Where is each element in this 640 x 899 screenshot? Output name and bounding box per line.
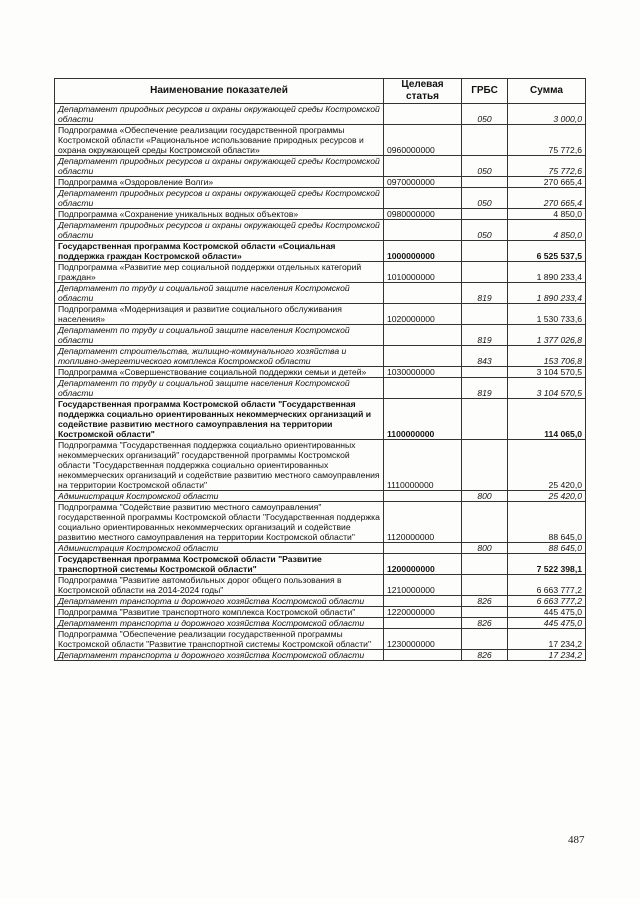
row-sum-cell: 445 475,0 [508, 618, 586, 629]
row-grbs-cell [462, 607, 508, 618]
row-target-article-cell [384, 325, 462, 346]
row-grbs-cell [462, 554, 508, 575]
row-target-article-cell [384, 156, 462, 177]
row-grbs-cell [462, 262, 508, 283]
table-row [55, 367, 586, 378]
row-grbs-cell [462, 575, 508, 596]
row-sum-cell: 88 645,0 [508, 543, 586, 554]
row-sum-cell: 17 234,2 [508, 629, 586, 650]
row-grbs-cell [462, 125, 508, 156]
header-target-article: Целевая статья [384, 79, 462, 104]
row-target-article-cell: 1120000000 [384, 502, 462, 543]
row-sum-cell: 4 850,0 [508, 209, 586, 220]
row-grbs-cell: 800 [462, 491, 508, 502]
table-row [55, 283, 586, 304]
row-name-cell: Подпрограмма "Развитие транспортного комплекса Костромской области" [55, 607, 384, 618]
row-target-article-cell: 1210000000 [384, 575, 462, 596]
row-name-cell: Государственная программа Костромской области "Государственная поддержка социально ориентированных некоммерческих организаций и содействие развитию местного самоуправления на территории Костромской области" [55, 399, 384, 440]
row-name-cell: Подпрограмма "Государственная поддержка социально ориентированных некоммерческих организаций" государственной программы Костромской области "Государственная поддержка социально ориентированных некоммерческих организаций и содействие развитию местного самоуправления на территории Костромской области" [55, 440, 384, 491]
table-header-row [55, 79, 586, 104]
row-name-cell: Подпрограмма "Обеспечение реализации государственной программы Костромской области "Развитие транспортной системы Костромской области" [55, 629, 384, 650]
row-target-article-cell [384, 543, 462, 554]
row-name-cell: Департамент природных ресурсов и охраны окружающей среды Костромской области [55, 188, 384, 209]
row-sum-cell: 6 663 777,2 [508, 575, 586, 596]
row-grbs-cell [462, 440, 508, 491]
table-row [55, 346, 586, 367]
row-name-cell: Подпрограмма «Обеспечение реализации государственной программы Костромской области «Рациональное использование природных ресурсов и охрана окружающей среды Костромской области» [55, 125, 384, 156]
table-row [55, 262, 586, 283]
row-name-cell: Подпрограмма "Содействие развитию местного самоуправления" государственной программы Костромской области "Государственная поддержка социально ориентированных некоммерческих организаций и содействие развитию местного самоуправления на территории Костромской области" [55, 502, 384, 543]
row-name-cell: Администрация Костромской области [55, 543, 384, 554]
budget-table [54, 78, 586, 661]
table-row [55, 607, 586, 618]
table-row [55, 241, 586, 262]
table-row [55, 220, 586, 241]
row-target-article-cell [384, 596, 462, 607]
row-name-cell: Департамент по труду и социальной защите населения Костромской области [55, 378, 384, 399]
row-grbs-cell: 819 [462, 378, 508, 399]
row-target-article-cell: 1230000000 [384, 629, 462, 650]
table-row [55, 554, 586, 575]
header-name: Наименование показателей [55, 79, 384, 104]
row-grbs-cell: 826 [462, 650, 508, 661]
row-grbs-cell [462, 399, 508, 440]
row-name-cell: Департамент транспорта и дорожного хозяйства Костромской области [55, 596, 384, 607]
row-name-cell: Подпрограмма «Совершенствование социальной поддержки семьи и детей» [55, 367, 384, 378]
row-sum-cell: 7 522 398,1 [508, 554, 586, 575]
table-row [55, 650, 586, 661]
row-target-article-cell [384, 283, 462, 304]
row-grbs-cell: 050 [462, 104, 508, 125]
row-target-article-cell [384, 618, 462, 629]
table-row [55, 575, 586, 596]
row-sum-cell: 4 850,0 [508, 220, 586, 241]
row-target-article-cell: 1020000000 [384, 304, 462, 325]
table-row [55, 104, 586, 125]
row-grbs-cell: 800 [462, 543, 508, 554]
row-target-article-cell: 0980000000 [384, 209, 462, 220]
row-sum-cell: 17 234,2 [508, 650, 586, 661]
row-grbs-cell: 826 [462, 618, 508, 629]
table-row [55, 325, 586, 346]
table-body [55, 104, 586, 661]
row-sum-cell: 88 645,0 [508, 502, 586, 543]
row-grbs-cell: 843 [462, 346, 508, 367]
row-sum-cell: 6 663 777,2 [508, 596, 586, 607]
row-target-article-cell: 1010000000 [384, 262, 462, 283]
row-sum-cell: 1 890 233,4 [508, 283, 586, 304]
table-row [55, 399, 586, 440]
table-row [55, 618, 586, 629]
row-target-article-cell: 1110000000 [384, 440, 462, 491]
row-grbs-cell [462, 629, 508, 650]
row-name-cell: Администрация Костромской области [55, 491, 384, 502]
row-target-article-cell: 1220000000 [384, 607, 462, 618]
row-sum-cell: 25 420,0 [508, 491, 586, 502]
row-grbs-cell [462, 177, 508, 188]
table-row [55, 304, 586, 325]
row-grbs-cell: 819 [462, 283, 508, 304]
table-row [55, 156, 586, 177]
table-row [55, 378, 586, 399]
row-grbs-cell: 050 [462, 220, 508, 241]
row-name-cell: Департамент по труду и социальной защите населения Костромской области [55, 325, 384, 346]
row-sum-cell: 6 525 537,5 [508, 241, 586, 262]
row-grbs-cell [462, 241, 508, 262]
row-target-article-cell [384, 104, 462, 125]
row-sum-cell: 75 772,6 [508, 156, 586, 177]
row-target-article-cell: 1000000000 [384, 241, 462, 262]
row-name-cell: Государственная программа Костромской области "Развитие транспортной системы Костромской области" [55, 554, 384, 575]
row-sum-cell: 1 377 026,8 [508, 325, 586, 346]
row-name-cell: Департамент природных ресурсов и охраны окружающей среды Костромской области [55, 104, 384, 125]
row-sum-cell: 25 420,0 [508, 440, 586, 491]
row-target-article-cell: 1100000000 [384, 399, 462, 440]
row-grbs-cell: 050 [462, 156, 508, 177]
header-grbs: ГРБС [462, 79, 508, 104]
row-name-cell: Подпрограмма «Оздоровление Волги» [55, 177, 384, 188]
row-name-cell: Департамент транспорта и дорожного хозяйства Костромской области [55, 650, 384, 661]
row-name-cell: Государственная программа Костромской области «Социальная поддержка граждан Костромской области» [55, 241, 384, 262]
row-sum-cell: 114 065,0 [508, 399, 586, 440]
row-name-cell: Подпрограмма "Развитие автомобильных дорог общего пользования в Костромской области на 2014-2024 годы" [55, 575, 384, 596]
row-sum-cell: 75 772,6 [508, 125, 586, 156]
row-grbs-cell: 819 [462, 325, 508, 346]
table-row [55, 440, 586, 491]
row-grbs-cell [462, 209, 508, 220]
row-name-cell: Департамент транспорта и дорожного хозяйства Костромской области [55, 618, 384, 629]
row-grbs-cell [462, 502, 508, 543]
row-target-article-cell: 1030000000 [384, 367, 462, 378]
row-target-article-cell: 1200000000 [384, 554, 462, 575]
row-grbs-cell [462, 304, 508, 325]
row-target-article-cell [384, 650, 462, 661]
row-grbs-cell: 826 [462, 596, 508, 607]
row-sum-cell: 153 706,8 [508, 346, 586, 367]
row-target-article-cell: 0970000000 [384, 177, 462, 188]
row-name-cell: Подпрограмма «Развитие мер социальной поддержки отдельных категорий граждан» [55, 262, 384, 283]
row-target-article-cell: 0960000000 [384, 125, 462, 156]
row-name-cell: Подпрограмма «Модернизация и развитие социального обслуживания населения» [55, 304, 384, 325]
row-name-cell: Подпрограмма «Сохранение уникальных водных объектов» [55, 209, 384, 220]
row-target-article-cell [384, 220, 462, 241]
table-row [55, 209, 586, 220]
table-row [55, 188, 586, 209]
row-sum-cell: 445 475,0 [508, 607, 586, 618]
row-sum-cell: 1 890 233,4 [508, 262, 586, 283]
row-name-cell: Департамент природных ресурсов и охраны окружающей среды Костромской области [55, 220, 384, 241]
table-row [55, 502, 586, 543]
page-number: 487 [568, 834, 585, 846]
table-row [55, 125, 586, 156]
row-target-article-cell [384, 346, 462, 367]
row-sum-cell: 3 104 570,5 [508, 378, 586, 399]
row-sum-cell: 3 104 570,5 [508, 367, 586, 378]
row-sum-cell: 270 665,4 [508, 177, 586, 188]
table-row [55, 177, 586, 188]
row-sum-cell: 1 530 733,6 [508, 304, 586, 325]
table-row [55, 629, 586, 650]
row-grbs-cell [462, 367, 508, 378]
table-row [55, 596, 586, 607]
row-target-article-cell [384, 188, 462, 209]
table-row [55, 543, 586, 554]
header-sum: Сумма [508, 79, 586, 104]
table-row [55, 491, 586, 502]
row-target-article-cell [384, 378, 462, 399]
row-sum-cell: 3 000,0 [508, 104, 586, 125]
row-name-cell: Департамент природных ресурсов и охраны окружающей среды Костромской области [55, 156, 384, 177]
row-name-cell: Департамент по труду и социальной защите населения Костромской области [55, 283, 384, 304]
row-target-article-cell [384, 491, 462, 502]
row-grbs-cell: 050 [462, 188, 508, 209]
row-sum-cell: 270 665,4 [508, 188, 586, 209]
row-name-cell: Департамент строительства, жилищно-коммунального хозяйства и топливно-энергетического комплекса Костромской области [55, 346, 384, 367]
